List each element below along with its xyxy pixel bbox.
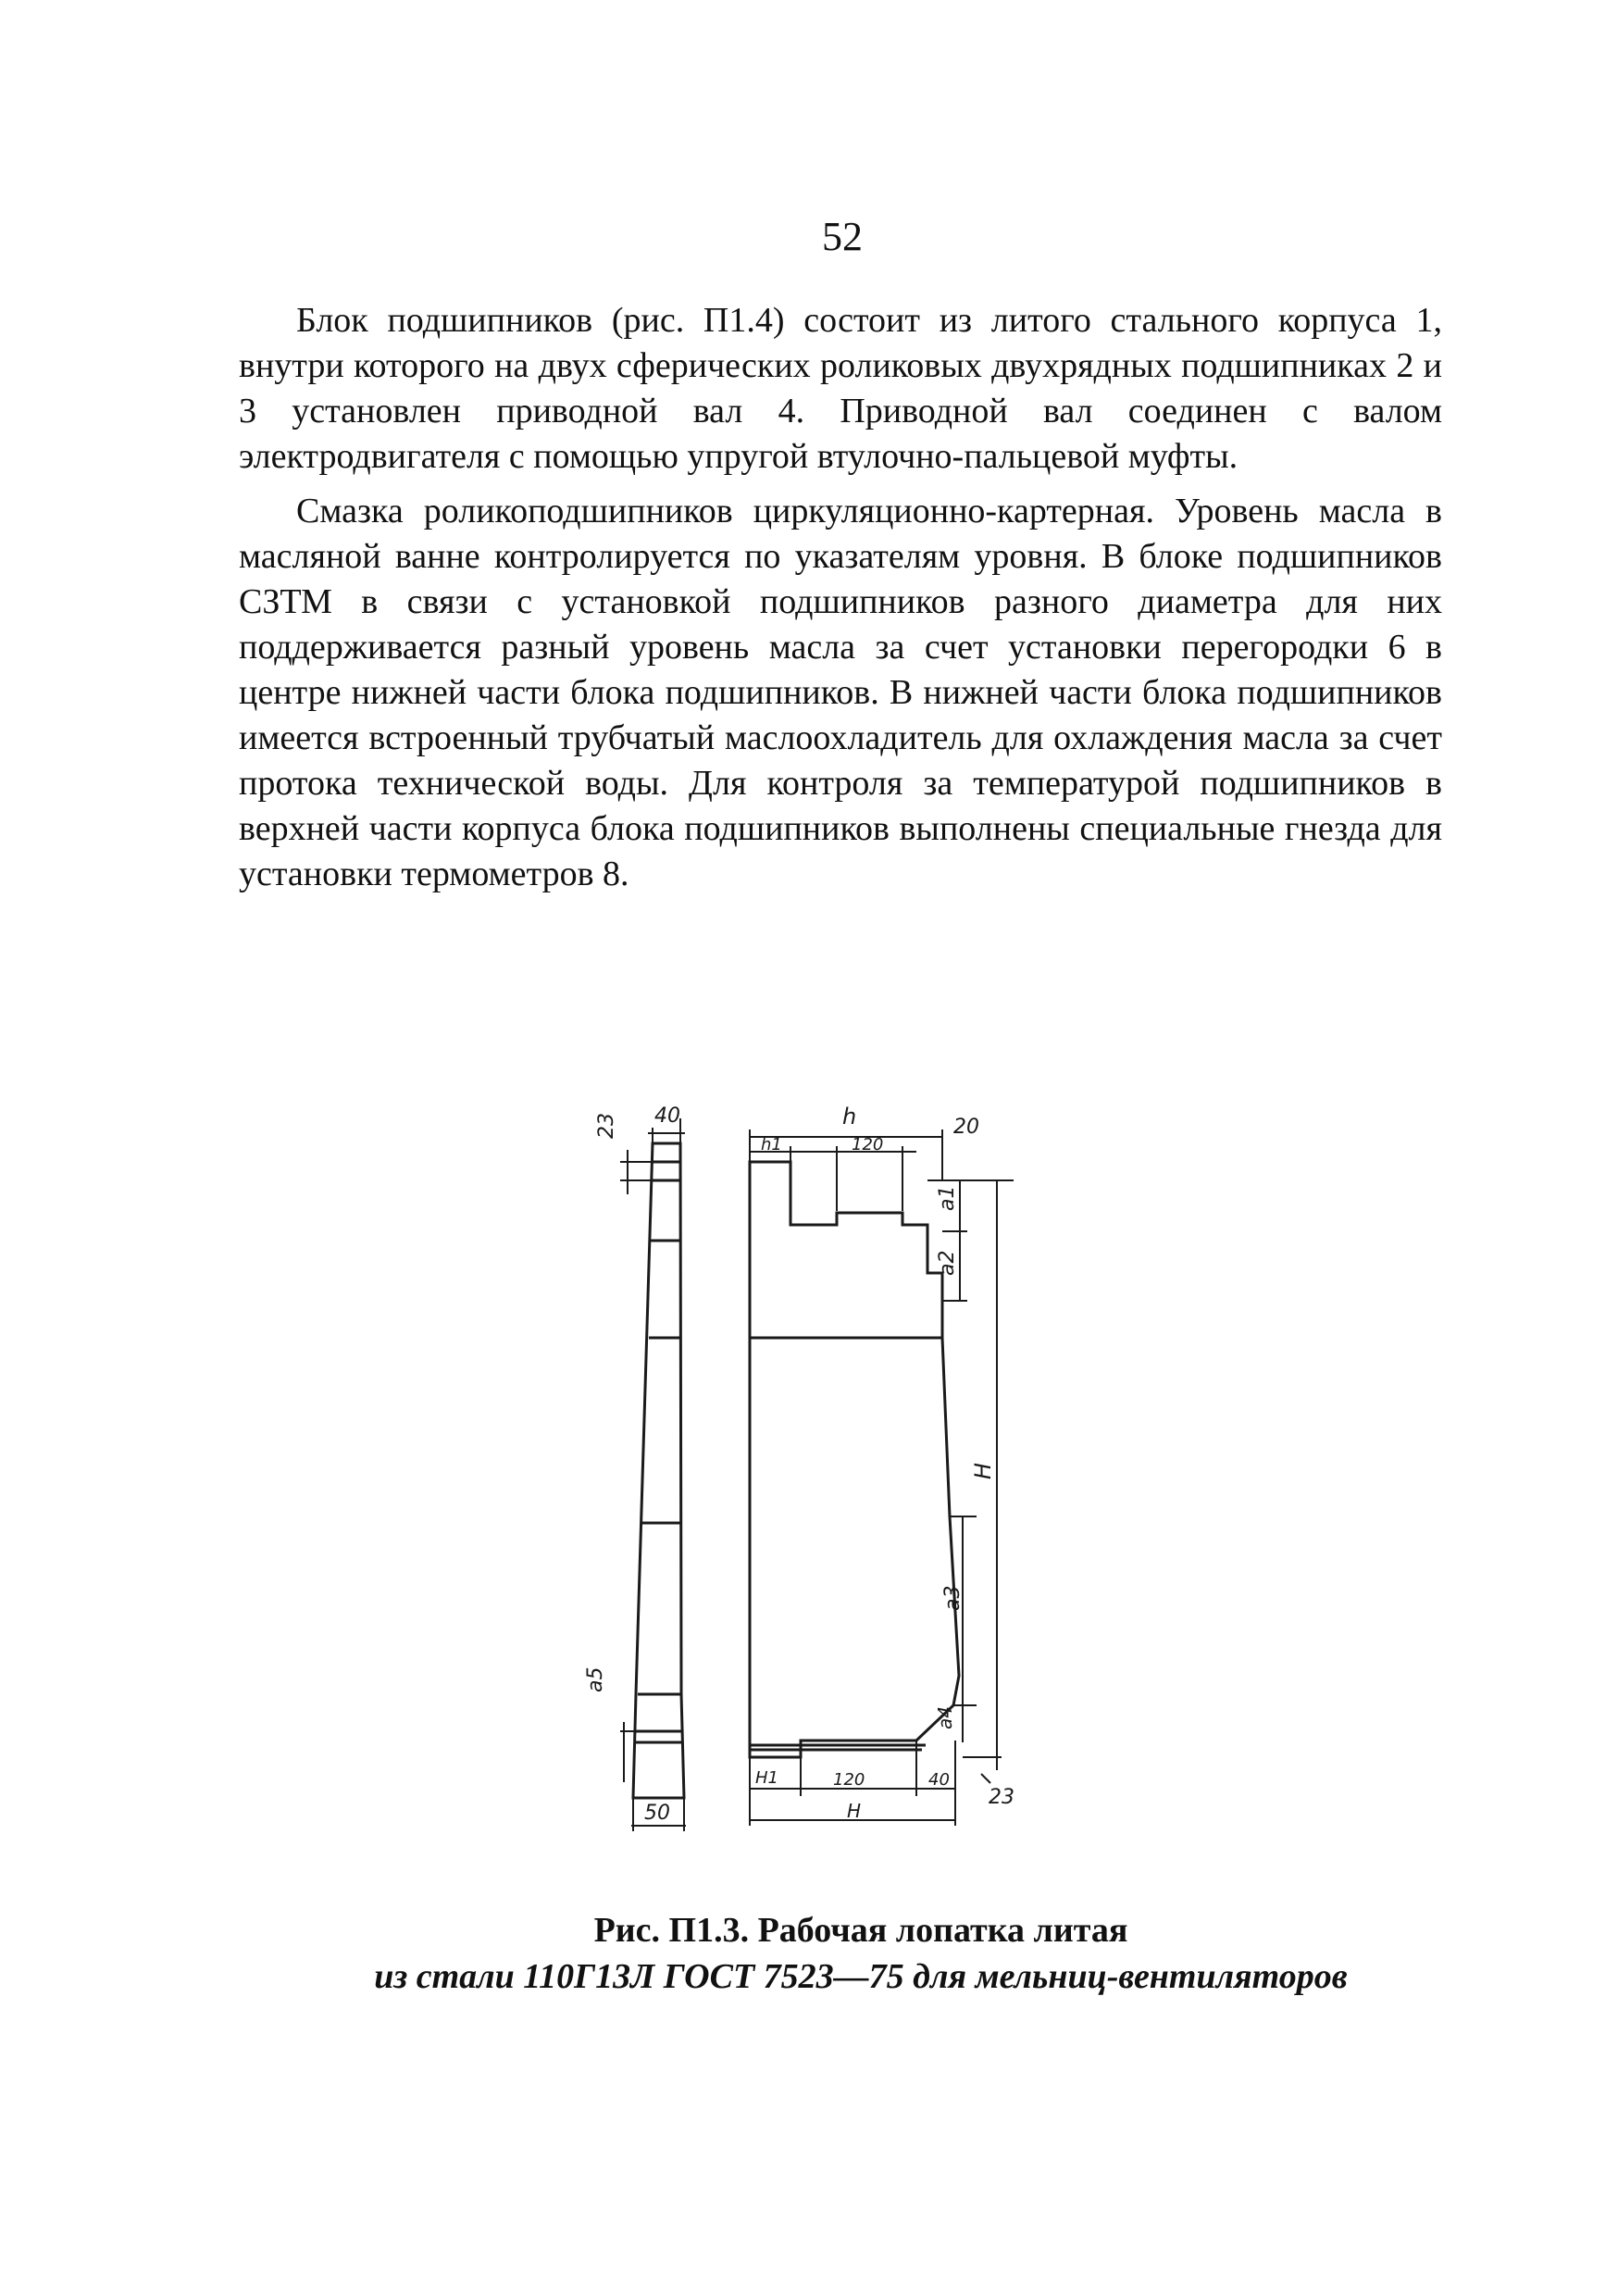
label-a4: a4 [934, 1706, 956, 1729]
label-a5: a5 [584, 1666, 607, 1692]
label-H1: H1 [755, 1768, 778, 1788]
label-top-offset: 23 [595, 1113, 618, 1139]
figure-caption [0, 1907, 1618, 2000]
label-bottom-offset: 23 [989, 1786, 1014, 1809]
label-a2: a2 [936, 1250, 959, 1276]
label-top-slot: 120 [852, 1135, 884, 1154]
paragraph: Блок подшипников (рис. П1.4) состоит из литого стального корпуса 1, внутри которого на двух сферических роликовых двухрядных подшипниках 2 и 3 установлен приводной вал 4. Приводной вал соединен с валом электродвигателя с помощью упругой втулочно-пальцевой муфты. [239, 301, 1442, 476]
caption-line-2: из стали 110Г13Л ГОСТ 7523—75 для мельниц-вентиляторов [374, 1957, 1348, 1996]
technical-drawing [555, 1092, 1074, 1861]
label-bottom-right: 40 [928, 1770, 950, 1790]
page-number: 52 [822, 214, 863, 259]
side-profile [633, 1143, 684, 1798]
front-view [750, 1162, 959, 1757]
label-a1: a1 [936, 1185, 959, 1211]
label-h1: h1 [761, 1135, 782, 1154]
body-text [239, 298, 1442, 906]
caption-line-1: Рис. П1.3. Рабочая лопатка литая [593, 1911, 1128, 1950]
label-H-bottom: H [847, 1800, 862, 1822]
paragraph: Смазка роликоподшипников циркуляционно-картерная. Уровень масла в масляной ванне контролируется по указателям уровня. В блоке подшипников СЗТМ в связи с установкой подшипников разного диаметра для них поддерживается разный уровень масла за счет установки перегородки 6 в центре нижней части блока подшипников. В нижней части блока подшипников имеется встроенный трубчатый маслоохладитель для охлаждения масла за счет протока технической воды. Для контроля за температурой подшипников в верхней части корпуса блока подшипников выполнены специальные гнезда для установки термометров 8. [239, 492, 1442, 893]
blade-drawing [555, 1092, 1074, 1861]
label-top-width: 40 [654, 1104, 680, 1128]
label-top-right: 20 [953, 1116, 979, 1139]
label-a3: a3 [941, 1585, 965, 1611]
label-h: h [842, 1104, 857, 1129]
label-H: H [970, 1462, 996, 1479]
label-bottom-width: 50 [644, 1802, 670, 1825]
label-bottom-slot: 120 [833, 1770, 865, 1790]
